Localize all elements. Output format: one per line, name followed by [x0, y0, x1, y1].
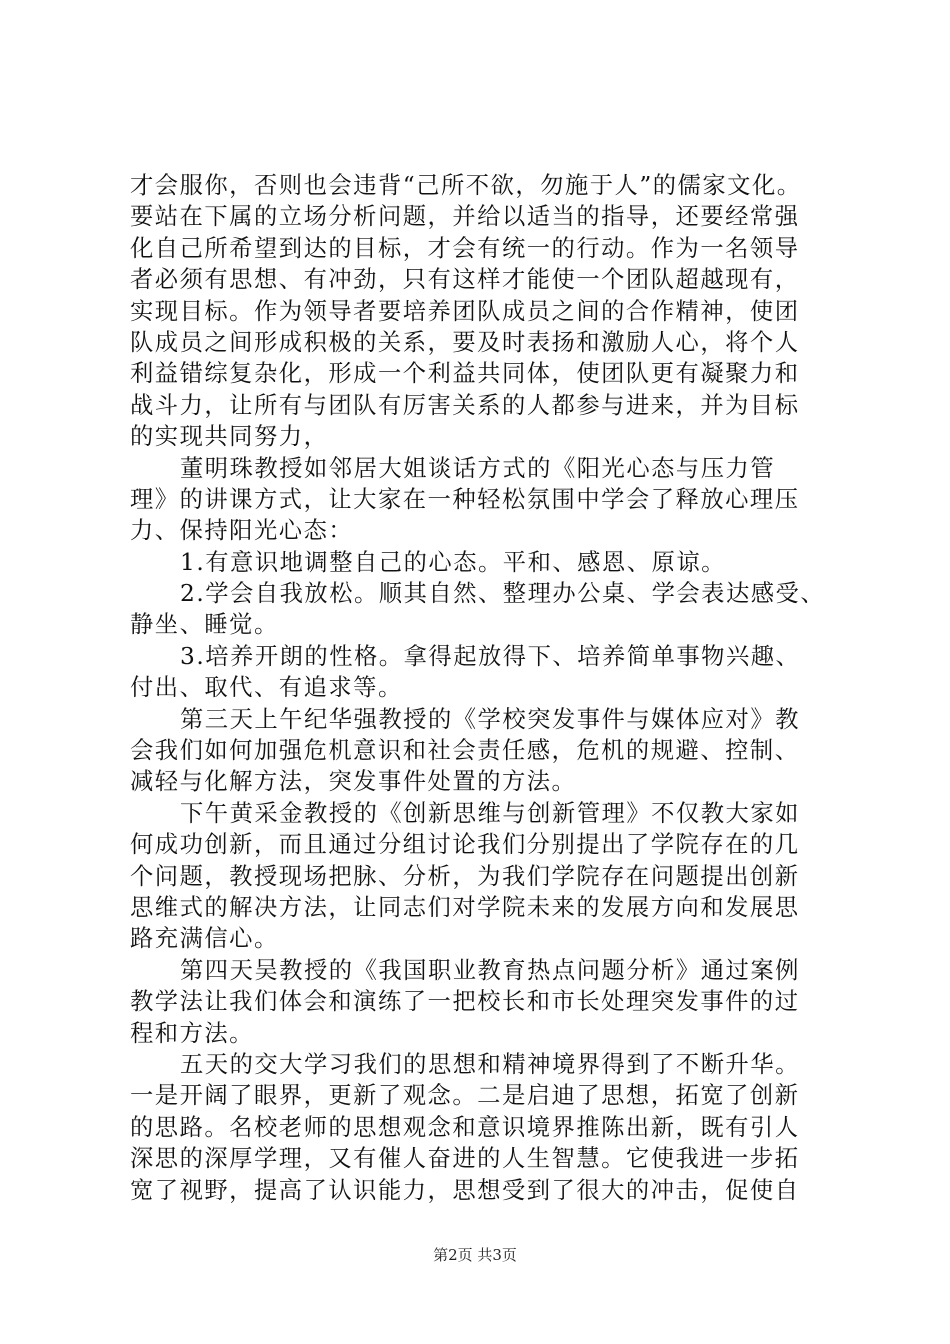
text-line: 队成员之间形成积极的关系，要及时表扬和激励人心，将个人 [130, 328, 800, 356]
text-line: 何成功创新，而且通过分组讨论我们分别提出了学院存在的几 [130, 831, 800, 859]
text-line: 第三天上午纪华强教授的《学校突发事件与媒体应对》教 [180, 705, 800, 733]
text-line: 3.培养开朗的性格。拿得起放得下、培养简单事物兴趣、 [180, 642, 801, 670]
text-line: 五天的交大学习我们的思想和精神境界得到了不断升华。 [180, 1050, 800, 1078]
text-line: 宽了视野，提高了认识能力，思想受到了很大的冲击，促使自 [130, 1176, 800, 1204]
text-line: 会我们如何加强危机意识和社会责任感，危机的规避、控制、 [130, 737, 800, 765]
text-line: 静坐、睡觉。 [130, 611, 279, 639]
text-line: 董明珠教授如邻居大姐谈话方式的《阳光心态与压力管 [180, 454, 776, 482]
text-line: 付出、取代、有追求等。 [130, 674, 403, 702]
text-line: 要站在下属的立场分析问题，并给以适当的指导，还要经常强 [130, 203, 800, 231]
text-line: 教学法让我们体会和演练了一把校长和市长处理突发事件的过 [130, 988, 800, 1016]
text-line: 利益错综复杂化，形成一个利益共同体，使团队更有凝聚力和 [130, 360, 800, 388]
text-line: 减轻与化解方法，突发事件处置的方法。 [130, 768, 577, 796]
text-line: 一是开阔了眼界，更新了观念。二是启迪了思想，拓宽了创新 [130, 1082, 800, 1110]
text-line: 1.有意识地调整自己的心态。平和、感恩、原谅。 [180, 548, 726, 576]
page-footer [0, 1244, 950, 1265]
text-line: 程和方法。 [130, 1019, 254, 1047]
page-number-label: 第2页 共3页 [433, 1246, 517, 1264]
text-line: 第四天吴教授的《我国职业教育热点问题分析》通过案例 [180, 956, 800, 984]
document-body [130, 170, 830, 1206]
text-line: 力、保持阳光心态： [130, 517, 354, 545]
text-line: 才会服你，否则也会违背“己所不欲，勿施于人”的儒家文化。 [130, 172, 802, 199]
text-line: 深思的深厚学理，又有催人奋进的人生智慧。它使我进一步拓 [130, 1145, 800, 1173]
text-line: 下午黄采金教授的《创新思维与创新管理》不仅教大家如 [180, 799, 800, 827]
text-line: 理》的讲课方式，让大家在一种轻松氛围中学会了释放心理压 [130, 485, 800, 513]
text-line: 的思路。名校老师的思想观念和意识境界推陈出新，既有引人 [130, 1113, 800, 1141]
text-line: 路充满信心。 [130, 925, 279, 953]
text-line: 战斗力，让所有与团队有厉害关系的人都参与进来，并为目标 [130, 391, 800, 419]
text-line: 实现目标。作为领导者要培养团队成员之间的合作精神，使团 [130, 297, 800, 325]
text-line: 化自己所希望到达的目标，才会有统一的行动。作为一名领导 [130, 234, 800, 262]
text-line: 个问题，教授现场把脉、分析，为我们学院存在问题提出创新 [130, 862, 800, 890]
text-line: 者必须有思想、有冲劲，只有这样才能使一个团队超越现有， [130, 266, 800, 294]
text-line: 的实现共同努力， [130, 423, 329, 451]
text-line: 思维式的解决方法，让同志们对学院未来的发展方向和发展思 [130, 893, 800, 921]
text-line: 2.学会自我放松。顺其自然、整理办公桌、学会表达感受、 [180, 580, 826, 608]
